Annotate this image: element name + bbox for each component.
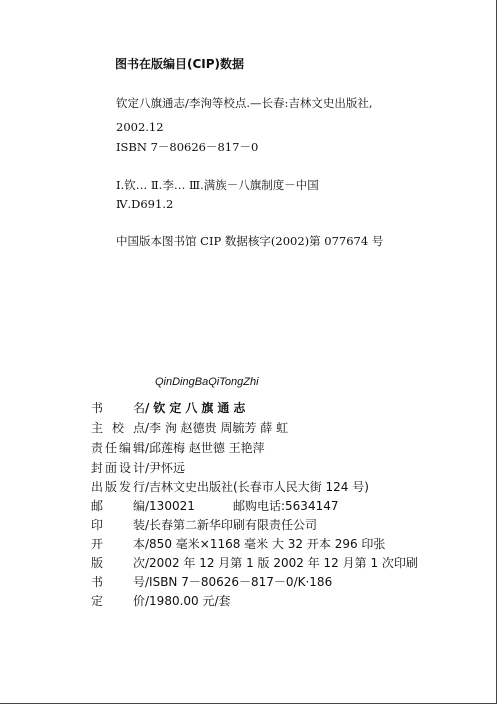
colophon-row-editors (91, 420, 288, 436)
cip-line-4: Ⅰ.钦… Ⅱ.李… Ⅲ.满族－八旗制度－中国 (116, 178, 319, 192)
colophon-value: /ISBN 7－80626－817－0/K·186 (145, 575, 333, 589)
colophon-value: /吉林文史出版社(长春市人民大街 124 号) (145, 480, 369, 494)
colophon-label: 出版发行 (91, 480, 145, 494)
colophon-value: /尹怀远 (145, 461, 186, 475)
colophon-row-isbn (91, 574, 332, 590)
colophon-value: /1980.00 元/套 (145, 594, 231, 608)
colophon-row-responsible-editors (91, 440, 265, 456)
colophon-value: /李 洵 赵德贵 周毓芳 薛 虹 (145, 421, 289, 435)
colophon-value: /2002 年 12 月第 1 版 2002 年 12 月第 1 次印刷 (145, 556, 418, 570)
colophon-row-publisher (91, 479, 369, 495)
colophon-row-cover-design (91, 460, 185, 476)
colophon-value: /长春第二新华印刷有限责任公司 (145, 518, 318, 532)
colophon-label: 定价 (91, 594, 145, 608)
colophon-value: /钦定八旗通志 (145, 401, 250, 415)
colophon-label: 书名 (91, 401, 145, 415)
colophon-label: 书号 (91, 575, 145, 589)
colophon-label: 印装 (91, 518, 145, 532)
colophon-row-postcode (91, 498, 338, 514)
colophon-row-price (91, 593, 231, 609)
pinyin-title: QinDingBaQiTongZhi (155, 376, 259, 388)
cip-line-3: ISBN 7－80626－817－0 (116, 140, 259, 154)
colophon-value: /130021 邮购电话:5634147 (145, 499, 339, 513)
colophon-label: 版次 (91, 556, 145, 570)
cip-line-6: 中国版本图书馆 CIP 数据核字(2002)第 077674 号 (116, 234, 384, 248)
colophon-value: /邱莲梅 赵世德 王艳萍 (145, 441, 265, 455)
colophon-label: 封面设计 (91, 461, 145, 475)
colophon-label: 邮编 (91, 499, 145, 513)
colophon-label: 责任编辑 (91, 441, 145, 455)
cip-line-2: 2002.12 (116, 120, 164, 134)
colophon-label: 主校点 (91, 421, 145, 435)
colophon-label: 开本 (91, 537, 145, 551)
colophon-value: /850 毫米×1168 毫米 大 32 开本 296 印张 (145, 537, 386, 551)
colophon-row-printer (91, 517, 317, 533)
cip-title: 图书在版编目(CIP)数据 (115, 57, 245, 71)
colophon-row-title (91, 400, 249, 416)
colophon-row-format (91, 536, 385, 552)
colophon-row-edition (91, 555, 418, 571)
cip-line-5: Ⅳ.D691.2 (116, 197, 174, 211)
cip-line-1: 钦定八旗通志/李洵等校点.—长春:吉林文史出版社, (116, 96, 373, 110)
